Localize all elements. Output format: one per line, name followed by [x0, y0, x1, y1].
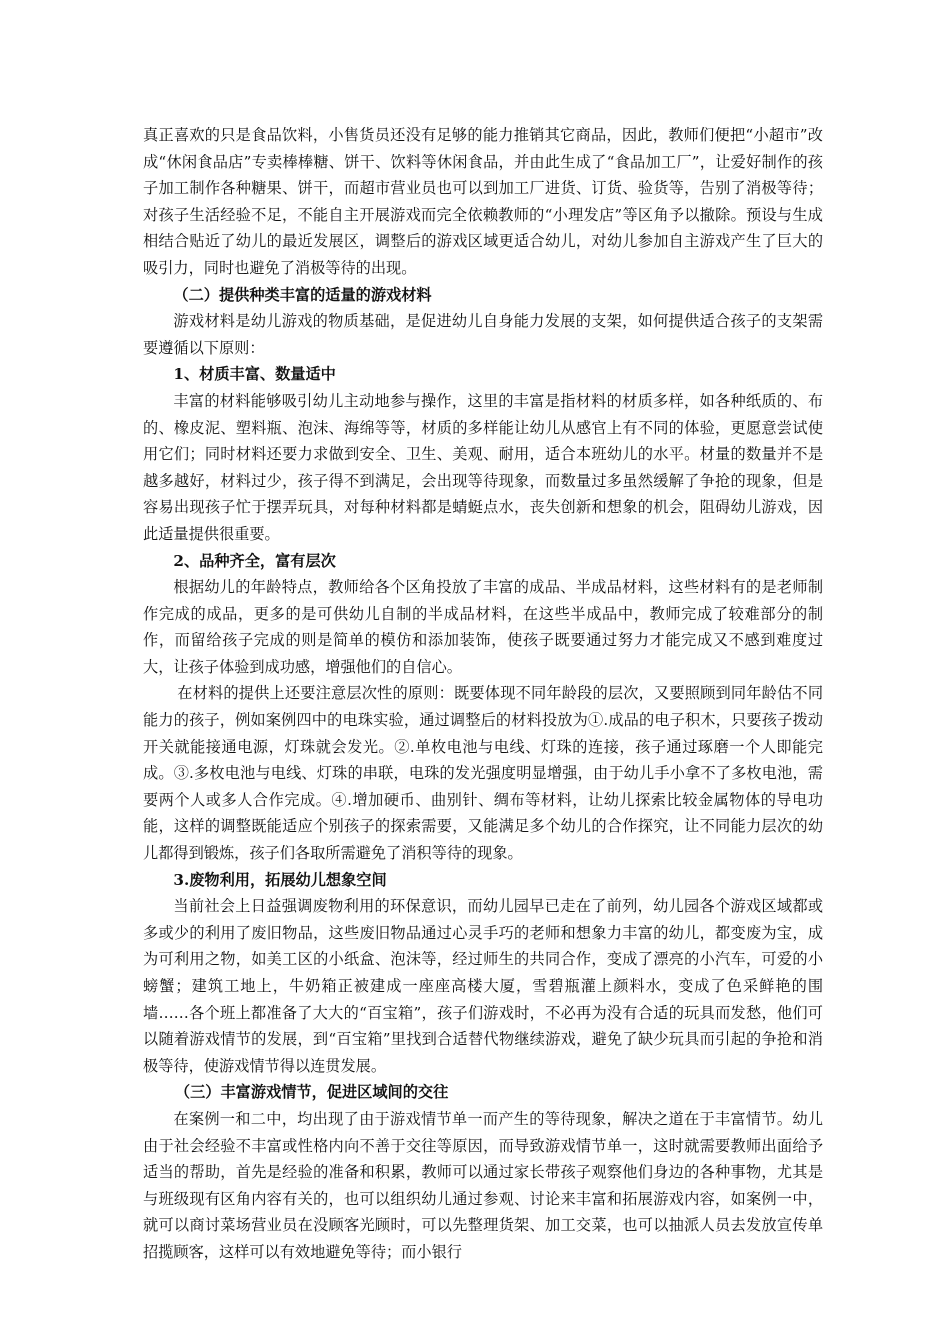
- section-heading-3: （三）丰富游戏情节，促进区域间的交往: [174, 1083, 449, 1102]
- paragraph-12: 在案例一和二中，均出现了由于游戏情节单一而产生的等待现象，解决之道在于丰富情节。幼儿由于社会经验不丰富或性格内向不善于交往等原因，而导致游戏情节单一，这时就需要教师出面给予适当的帮助，首先是经验的准备和积累，教师可以通过家长带孩子观察他们身边的各种事物，尤其是与班级现有区角内容有关的，也可以组织幼儿通过参观、讨论来丰富和拓展游戏内容，如案例一中，就可以商讨菜场营业员在没顾客光顾时，可以先整理货架、加工交菜，也可以抽派人员去发放宣传单招揽顾客，这样可以有效地避免等待；而小银行: [143, 1109, 823, 1261]
- subheading-materials: 1、材质丰富、数量适中: [173, 365, 336, 384]
- section-heading-2: （二）提供种类丰富的适量的游戏材料: [173, 285, 432, 304]
- paragraph-1: 真正喜欢的只是食品饮料，小售货员还没有足够的能力推销其它商品，因此，教师们便把“小超市”改成“休闲食品店”专卖棒棒糖、饼干、饮料等休闲食品，并由此生成了“食品加工厂”，让爱好制作的孩子加工制作各种糖果、饼干，而超市营业员也可以到加工厂进货、订货、验货等，告别了消极等待；对孩子生活经验不足，不能自主开展游戏而完全依赖教师的“小理发店”等区角予以撤除。预设与生成相结合贴近了幼儿的最近发展区，调整后的游戏区域更适合幼儿，对幼儿参加自主游戏产生了巨大的吸引力，同时也避免了消极等待的出现。: [143, 126, 823, 277]
- paragraph-7: 根据幼儿的年龄特点，教师给各个区角投放了丰富的成品、半成品材料，这些材料有的是老师制作完成的成品，更多的是可供幼儿自制的半成品材料，在这些半成品中，教师完成了较难部分的制作，而留给孩子完成的则是简单的模仿和添加装饰，使孩子既要通过努力才能完成又不感到难度过大，让孩子体验到成功感，增强他们的自信心。: [143, 578, 823, 676]
- paragraph-10: 当前社会上日益强调废物利用的环保意识，而幼儿园早已走在了前列，幼儿园各个游戏区域都或多或少的利用了废旧物品，这些废旧物品通过心灵手巧的老师和想象力丰富的幼儿，都变废为宝，成为可利用之物，如美工区的小纸盒、泡沫等，经过师生的共同合作，变成了漂亮的小汽车，可爱的小螃蟹；建筑工地上，牛奶箱正被建成一座座高楼大厦，雪碧瓶灌上颜料水，变成了色采鲜艳的围墙……各个班上都准备了大大的“百宝箱”，孩子们游戏时，不必再为没有合适的玩具而发愁，他们可以随着游戏情节的发展，到“百宝箱”里找到合适替代物继续游戏，避免了缺少玩具而引起的争抢和消极等待，使游戏情节得以连贯发展。: [143, 897, 823, 1075]
- paragraph-5: 丰富的材料能够吸引幼儿主动地参与操作，这里的丰富是指材料的材质多样，如各种纸质的、布的、橡皮泥、塑料瓶、泡沫、海绵等等，材质的多样能让幼儿从感官上有不同的体验，更愿意尝试使用它们；同时材料还要力求做到安全、卫生、美观、耐用，适合本班幼儿的水平。材量的数量并不是越多越好，材料过少，孩子得不到满足，会出现等待现象，而数量过多虽然缓解了争抢的现象，但是容易出现孩子忙于摆弄玩具，对每种材料都是蜻蜓点水，丧失创新和想象的机会，阻碍幼儿游戏，因此适量提供很重要。: [143, 391, 823, 543]
- document-body: [143, 122, 823, 1266]
- subheading-variety: 2、品种齐全，富有层次: [173, 551, 336, 570]
- paragraph-3: 游戏材料是幼儿游戏的物质基础，是促进幼儿自身能力发展的支架，如何提供适合孩子的支架需要遵循以下原则：: [143, 312, 823, 357]
- subheading-recycling: 3.废物利用，拓展幼儿想象空间: [173, 870, 387, 889]
- paragraph-8: 在材料的提供上还要注意层次性的原则：既要体现不同年龄段的层次，又要照顾到同年龄估不同能力的孩子，例如案例四中的电珠实验，通过调整后的材料投放为①.成品的电子积木，只要孩子拨动开关就能接通电源，灯珠就会发光。②.单枚电池与电线、灯珠的连接，孩子通过琢磨一个人即能完成。③.多枚电池与电线、灯珠的串联，电珠的发光强度明显增强，由于幼儿手小拿不了多枚电池，需要两个人或多人合作完成。④.增加硬币、曲别针、绸布等材料，让幼儿探索比较金属物体的导电功能，这样的调整既能适应个别孩子的探索需要，又能满足多个幼儿的合作探究，让不同能力层次的幼儿都得到锻炼，孩子们各取所需避免了消积等待的现象。: [143, 684, 823, 863]
